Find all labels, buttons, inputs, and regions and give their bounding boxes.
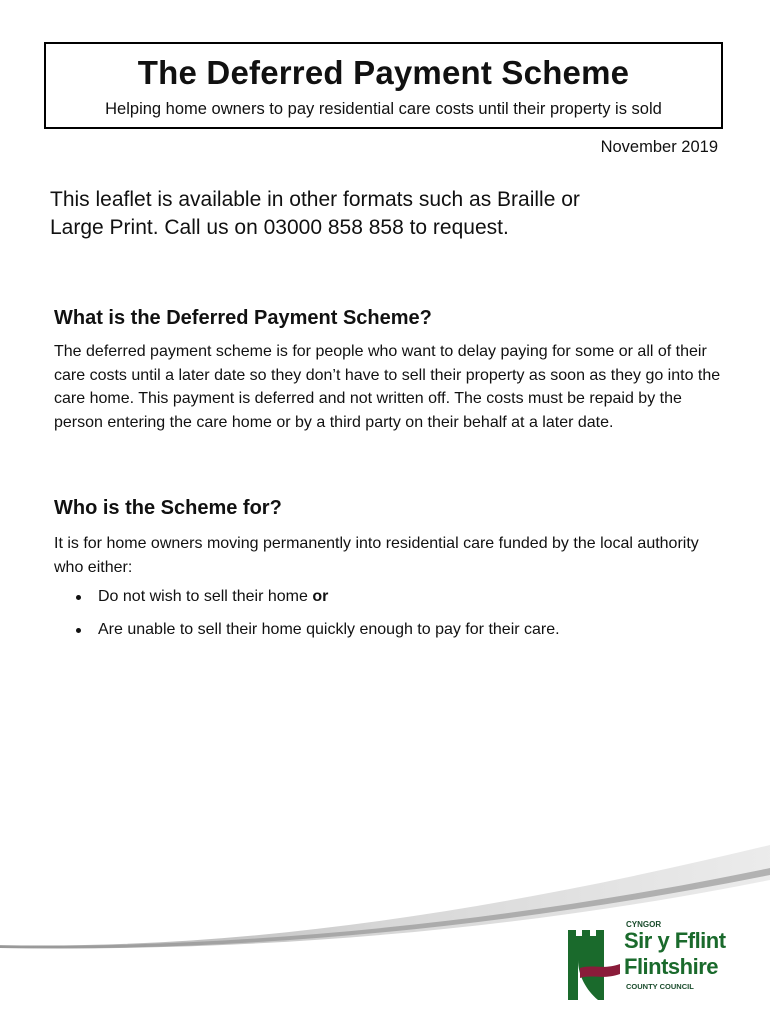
castle-icon [564, 920, 622, 1000]
title-box [44, 42, 723, 129]
section-heading-who: Who is the Scheme for? [54, 497, 282, 519]
list-item-emphasis: or [312, 588, 329, 605]
logo-bottom-line: COUNTY COUNCIL [626, 982, 694, 991]
section-body-who: It is for home owners moving permanently into residential care funded by the local authority who either: [54, 535, 699, 576]
logo-english-name: Flintshire [624, 954, 719, 979]
section-body-what: The deferred payment scheme is for people who want to delay paying for some or all of their care costs until a later date so they don’t have to sell their property as soon as they go into the care home. This payment is deferred and not written off. The costs must be repaid by the person entering the care home or by a third party on their behalf at a later date. [54, 343, 721, 431]
eligibility-list [76, 588, 560, 654]
list-item-text: Do not wish to sell their home [98, 588, 313, 605]
list-item [76, 621, 560, 654]
page-title: The Deferred Payment Scheme [137, 54, 630, 91]
logo-top-line: CYNGOR [626, 920, 662, 929]
bullet-icon [76, 628, 81, 633]
council-logo [564, 920, 744, 1000]
publication-date: November 2019 [600, 138, 718, 156]
list-item [76, 588, 560, 621]
bullet-icon [76, 595, 81, 600]
section-heading-what: What is the Deferred Payment Scheme? [54, 307, 432, 329]
page-subtitle: Helping home owners to pay residential care costs until their property is sold [105, 100, 662, 118]
formats-notice: This leaflet is available in other formats such as Braille or Large Print. Call us on 03000 858 858 to request. [50, 188, 580, 239]
list-item-text: Are unable to sell their home quickly enough to pay for their care. [98, 621, 560, 638]
logo-welsh-name: Sir y Fflint [624, 928, 726, 953]
